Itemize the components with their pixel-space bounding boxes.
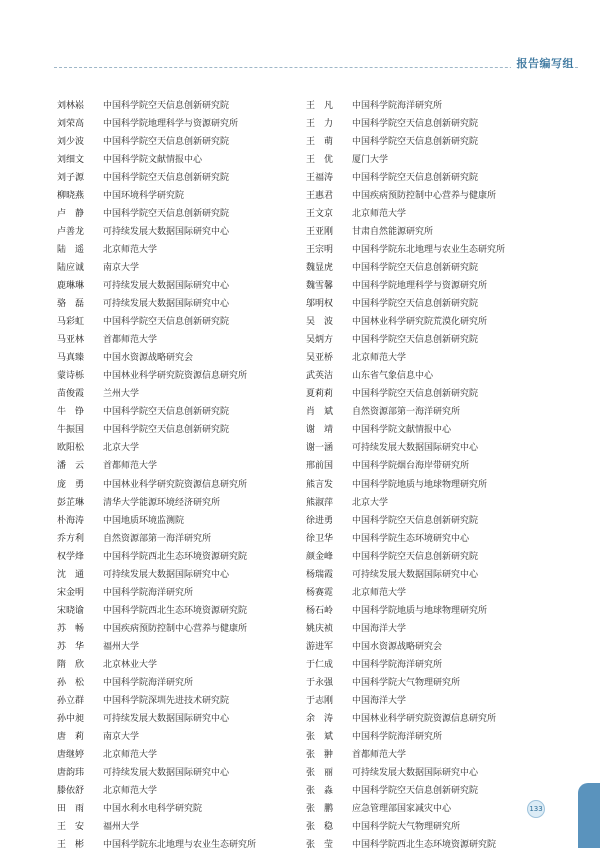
- side-tab-decoration: [578, 783, 600, 848]
- author-name: 隋 欣: [57, 659, 85, 670]
- author-name: 邢前国: [306, 461, 334, 472]
- author-institution: 可持续发展大数据国际研究中心: [103, 226, 230, 237]
- author-row: [306, 546, 505, 564]
- author-row: [306, 420, 505, 438]
- author-name: 苏 华: [57, 641, 85, 652]
- author-institution: 中国科学院文献情报中心: [352, 425, 452, 436]
- author-row: [306, 275, 505, 293]
- author-row: [306, 239, 505, 257]
- author-row: [57, 330, 256, 348]
- author-name: 余 涛: [306, 714, 334, 725]
- author-row: [306, 654, 505, 672]
- author-institution: 中国科学院文献情报中心: [103, 154, 203, 165]
- author-name: 夏莉莉: [306, 389, 334, 400]
- header-divider: [54, 67, 578, 68]
- author-row: [57, 799, 256, 817]
- author-row: [306, 456, 505, 474]
- author-row: [57, 600, 256, 618]
- author-name: 潘 云: [57, 461, 85, 472]
- author-institution: 中国林业科学研究院资源信息研究所: [103, 479, 248, 490]
- author-row: [57, 167, 256, 185]
- author-institution: 中国科学院空天信息创新研究院: [103, 407, 230, 418]
- author-institution: 中国科学院海洋研究所: [352, 659, 443, 670]
- author-name: 王亚刚: [306, 226, 334, 237]
- author-institution: 中国科学院地理科学与资源研究所: [352, 280, 488, 291]
- author-name: 孙立群: [57, 696, 85, 707]
- author-institution: 中国科学院地质与地球物理研究所: [352, 605, 488, 616]
- author-row: [57, 239, 256, 257]
- author-institution: 兰州大学: [103, 389, 140, 400]
- author-list-right: [306, 95, 505, 853]
- author-institution: 首都师范大学: [352, 750, 407, 761]
- author-institution: 中国科学院大气物理研究所: [352, 822, 461, 833]
- author-name: 魏显虎: [306, 262, 334, 273]
- author-institution: 中国科学院空天信息创新研究院: [352, 515, 479, 526]
- author-institution: 山东省气象信息中心: [352, 371, 434, 382]
- author-row: [306, 185, 505, 203]
- author-name: 骆 磊: [57, 299, 85, 310]
- author-institution: 清华大学能源环境经济研究所: [103, 497, 221, 508]
- author-row: [57, 546, 256, 564]
- author-name: 姚庆祯: [306, 623, 334, 634]
- author-institution: 中国科学院空天信息创新研究院: [103, 208, 230, 219]
- author-name: 鹿琳琳: [57, 280, 85, 291]
- author-name: 徐卫华: [306, 533, 334, 544]
- author-name: 谢一涵: [306, 443, 334, 454]
- author-name: 王 萌: [306, 136, 334, 147]
- author-row: [306, 348, 505, 366]
- author-row: [57, 636, 256, 654]
- author-row: [57, 709, 256, 727]
- author-institution: 中国科学院空天信息创新研究院: [352, 172, 479, 183]
- author-institution: 中国林业科学研究院资源信息研究所: [352, 714, 497, 725]
- author-institution: 中国科学院海洋研究所: [352, 732, 443, 743]
- author-institution: 中国科学院西北生态环境资源研究院: [103, 605, 248, 616]
- author-institution: 中国科学院空天信息创新研究院: [352, 786, 479, 797]
- author-institution: 首都师范大学: [103, 461, 158, 472]
- author-row: [57, 348, 256, 366]
- author-row: [57, 654, 256, 672]
- author-name: 宋晓谕: [57, 605, 85, 616]
- author-institution: 中国科学院空天信息创新研究院: [352, 262, 479, 273]
- author-row: [306, 257, 505, 275]
- page-number: 133: [527, 800, 545, 818]
- author-row: [306, 709, 505, 727]
- author-institution: 北京师范大学: [352, 208, 407, 219]
- author-name: 颜金峰: [306, 551, 334, 562]
- author-institution: 可持续发展大数据国际研究中心: [103, 299, 230, 310]
- author-name: 朴海涛: [57, 515, 85, 526]
- author-name: 乔方利: [57, 533, 85, 544]
- author-institution: 北京师范大学: [352, 353, 407, 364]
- author-row: [57, 474, 256, 492]
- author-institution: 自然资源部第一海洋研究所: [103, 533, 212, 544]
- author-institution: 北京师范大学: [352, 587, 407, 598]
- author-row: [57, 510, 256, 528]
- author-institution: 中国疾病预防控制中心营养与健康所: [103, 623, 248, 634]
- author-name: 苗俊霞: [57, 389, 85, 400]
- author-name: 吴 波: [306, 317, 334, 328]
- author-row: [306, 835, 505, 853]
- author-name: 吴炳方: [306, 335, 334, 346]
- author-institution: 中国科学院海洋研究所: [103, 678, 194, 689]
- author-row: [57, 131, 256, 149]
- author-institution: 中国科学院海洋研究所: [103, 587, 194, 598]
- author-institution: 中国科学院海洋研究所: [352, 100, 443, 111]
- author-row: [306, 564, 505, 582]
- author-row: [306, 763, 505, 781]
- author-institution: 中国环境科学研究院: [103, 190, 185, 201]
- author-institution: 甘肃自然能源研究所: [352, 226, 434, 237]
- author-name: 刘荣高: [57, 118, 85, 129]
- author-institution: 北京大学: [352, 497, 389, 508]
- author-institution: 中国科学院空天信息创新研究院: [352, 136, 479, 147]
- author-institution: 可持续发展大数据国际研究中心: [352, 443, 479, 454]
- author-name: 刘林崧: [57, 100, 85, 111]
- author-name: 魏雪馨: [306, 280, 334, 291]
- author-row: [57, 727, 256, 745]
- author-row: [57, 221, 256, 239]
- author-row: [57, 691, 256, 709]
- author-name: 杨石岭: [306, 605, 334, 616]
- author-institution: 可持续发展大数据国际研究中心: [103, 280, 230, 291]
- author-name: 陆 遥: [57, 244, 85, 255]
- author-row: [306, 600, 505, 618]
- author-institution: 中国科学院空天信息创新研究院: [103, 100, 230, 111]
- author-row: [306, 384, 505, 402]
- author-row: [306, 492, 505, 510]
- author-row: [306, 817, 505, 835]
- author-name: 张 稳: [306, 822, 334, 833]
- author-name: 唐继婷: [57, 750, 85, 761]
- author-row: [306, 691, 505, 709]
- author-row: [57, 203, 256, 221]
- author-name: 刘少波: [57, 136, 85, 147]
- author-row: [306, 727, 505, 745]
- author-name: 欧阳松: [57, 443, 85, 454]
- author-row: [57, 185, 256, 203]
- author-row: [57, 438, 256, 456]
- author-institution: 中国科学院空天信息创新研究院: [103, 136, 230, 147]
- author-institution: 中国科学院空天信息创新研究院: [352, 389, 479, 400]
- author-institution: 中国科学院空天信息创新研究院: [352, 299, 479, 310]
- author-name: 王 安: [57, 822, 85, 833]
- author-name: 张 斌: [306, 732, 334, 743]
- author-institution: 中国科学院空天信息创新研究院: [103, 172, 230, 183]
- section-title: 报告编写组: [511, 55, 575, 71]
- author-row: [306, 618, 505, 636]
- author-row: [306, 366, 505, 384]
- author-row: [306, 636, 505, 654]
- author-institution: 自然资源部第一海洋研究所: [352, 407, 461, 418]
- author-name: 蒙诗栎: [57, 371, 85, 382]
- author-row: [306, 203, 505, 221]
- author-name: 滕依舒: [57, 786, 85, 797]
- author-name: 唐 莉: [57, 732, 85, 743]
- author-name: 王 凡: [306, 100, 334, 111]
- author-name: 牛振国: [57, 425, 85, 436]
- author-row: [57, 618, 256, 636]
- author-institution: 南京大学: [103, 262, 140, 273]
- author-name: 熊言发: [306, 479, 334, 490]
- author-row: [306, 113, 505, 131]
- author-institution: 可持续发展大数据国际研究中心: [103, 768, 230, 779]
- author-name: 吴亚桥: [306, 353, 334, 364]
- author-name: 卢善龙: [57, 226, 85, 237]
- author-name: 于永强: [306, 678, 334, 689]
- author-name: 沈 通: [57, 569, 85, 580]
- author-name: 陆应诚: [57, 262, 85, 273]
- author-row: [57, 673, 256, 691]
- author-name: 张 莹: [306, 840, 334, 851]
- author-name: 孙 松: [57, 678, 85, 689]
- author-name: 权学烽: [57, 551, 85, 562]
- author-row: [306, 402, 505, 420]
- author-institution: 中国地质环境监测院: [103, 515, 185, 526]
- author-row: [57, 564, 256, 582]
- author-institution: 中国海洋大学: [352, 623, 407, 634]
- author-row: [306, 221, 505, 239]
- author-row: [57, 492, 256, 510]
- author-institution: 中国科学院深圳先进技术研究院: [103, 696, 230, 707]
- author-name: 于仁成: [306, 659, 334, 670]
- author-institution: 中国海洋大学: [352, 696, 407, 707]
- author-row: [57, 149, 256, 167]
- author-row: [57, 835, 256, 853]
- author-institution: 可持续发展大数据国际研究中心: [352, 768, 479, 779]
- author-institution: 中国科学院空天信息创新研究院: [352, 335, 479, 346]
- author-row: [57, 384, 256, 402]
- author-name: 王 彬: [57, 840, 85, 851]
- author-institution: 中国疾病预防控制中心营养与健康所: [352, 190, 497, 201]
- author-row: [306, 745, 505, 763]
- author-row: [306, 167, 505, 185]
- author-row: [306, 312, 505, 330]
- author-institution: 中国科学院空天信息创新研究院: [352, 551, 479, 562]
- author-row: [306, 330, 505, 348]
- author-row: [57, 745, 256, 763]
- author-institution: 可持续发展大数据国际研究中心: [352, 569, 479, 580]
- author-name: 刘细文: [57, 154, 85, 165]
- author-row: [306, 149, 505, 167]
- author-name: 张 淼: [306, 786, 334, 797]
- author-name: 徐进勇: [306, 515, 334, 526]
- author-institution: 中国科学院地理科学与资源研究所: [103, 118, 239, 129]
- author-name: 牛 铮: [57, 407, 85, 418]
- author-name: 杨赛霓: [306, 587, 334, 598]
- author-row: [306, 799, 505, 817]
- author-institution: 中国科学院东北地理与农业生态研究所: [352, 244, 506, 255]
- author-row: [306, 528, 505, 546]
- author-row: [57, 366, 256, 384]
- author-name: 肖 斌: [306, 407, 334, 418]
- author-institution: 首都师范大学: [103, 335, 158, 346]
- author-institution: 可持续发展大数据国际研究中心: [103, 569, 230, 580]
- author-institution: 北京师范大学: [103, 244, 158, 255]
- author-name: 刘子源: [57, 172, 85, 183]
- author-row: [57, 420, 256, 438]
- author-name: 王宗明: [306, 244, 334, 255]
- author-name: 柳晓燕: [57, 190, 85, 201]
- author-name: 马亚林: [57, 335, 85, 346]
- author-name: 邬明权: [306, 299, 334, 310]
- author-row: [57, 312, 256, 330]
- author-name: 苏 畅: [57, 623, 85, 634]
- author-row: [57, 402, 256, 420]
- author-name: 彭芷琳: [57, 497, 85, 508]
- author-institution: 南京大学: [103, 732, 140, 743]
- author-name: 王 力: [306, 118, 334, 129]
- author-institution: 北京大学: [103, 443, 140, 454]
- author-row: [57, 294, 256, 312]
- author-institution: 厦门大学: [352, 154, 389, 165]
- author-name: 田 雨: [57, 804, 85, 815]
- author-row: [306, 294, 505, 312]
- author-institution: 中国科学院西北生态环境资源研究院: [103, 551, 248, 562]
- author-row: [57, 275, 256, 293]
- author-row: [306, 131, 505, 149]
- author-institution: 中国科学院西北生态环境资源研究院: [352, 840, 497, 851]
- author-row: [306, 95, 505, 113]
- author-institution: 中国科学院生态环境研究中心: [352, 533, 470, 544]
- author-name: 马真臻: [57, 353, 85, 364]
- author-institution: 北京师范大学: [103, 786, 158, 797]
- author-institution: 中国科学院东北地理与农业生态研究所: [103, 840, 257, 851]
- author-institution: 中国科学院地质与地球物理研究所: [352, 479, 488, 490]
- author-institution: 中国科学院空天信息创新研究院: [352, 118, 479, 129]
- author-institution: 中国科学院空天信息创新研究院: [103, 317, 230, 328]
- author-row: [57, 781, 256, 799]
- author-institution: 北京林业大学: [103, 659, 158, 670]
- author-name: 王惠君: [306, 190, 334, 201]
- author-institution: 福州大学: [103, 822, 140, 833]
- author-name: 谢 靖: [306, 425, 334, 436]
- author-row: [57, 95, 256, 113]
- author-row: [57, 456, 256, 474]
- author-row: [306, 474, 505, 492]
- author-name: 王福涛: [306, 172, 334, 183]
- author-name: 于志刚: [306, 696, 334, 707]
- author-name: 王文京: [306, 208, 334, 219]
- author-name: 武英洁: [306, 371, 334, 382]
- author-row: [306, 438, 505, 456]
- author-institution: 福州大学: [103, 641, 140, 652]
- author-name: 唐韵玮: [57, 768, 85, 779]
- author-institution: 中国水资源战略研究会: [352, 641, 443, 652]
- author-name: 张 翀: [306, 750, 334, 761]
- author-row: [306, 510, 505, 528]
- author-row: [57, 528, 256, 546]
- author-institution: 中国林业科学研究院荒漠化研究所: [352, 317, 488, 328]
- author-name: 张 丽: [306, 768, 334, 779]
- author-name: 宋金明: [57, 587, 85, 598]
- author-institution: 中国水资源战略研究会: [103, 353, 194, 364]
- author-row: [57, 582, 256, 600]
- author-row: [306, 673, 505, 691]
- author-institution: 中国科学院烟台海岸带研究所: [352, 461, 470, 472]
- author-institution: 中国科学院空天信息创新研究院: [103, 425, 230, 436]
- author-name: 孙中昶: [57, 714, 85, 725]
- author-row: [306, 582, 505, 600]
- author-institution: 中国水利水电科学研究院: [103, 804, 203, 815]
- author-institution: 中国林业科学研究院资源信息研究所: [103, 371, 248, 382]
- author-row: [57, 113, 256, 131]
- author-name: 张 鹏: [306, 804, 334, 815]
- author-name: 熊淑萍: [306, 497, 334, 508]
- author-name: 庞 勇: [57, 479, 85, 490]
- author-row: [57, 763, 256, 781]
- author-institution: 可持续发展大数据国际研究中心: [103, 714, 230, 725]
- author-name: 游进军: [306, 641, 334, 652]
- author-name: 马彩虹: [57, 317, 85, 328]
- author-institution: 应急管理部国家减灾中心: [352, 804, 452, 815]
- author-institution: 北京师范大学: [103, 750, 158, 761]
- author-list-left: [57, 95, 256, 853]
- author-row: [57, 257, 256, 275]
- author-institution: 中国科学院大气物理研究所: [352, 678, 461, 689]
- author-row: [306, 781, 505, 799]
- author-name: 杨瑞霞: [306, 569, 334, 580]
- author-name: 卢 静: [57, 208, 85, 219]
- author-name: 王 优: [306, 154, 334, 165]
- author-row: [57, 817, 256, 835]
